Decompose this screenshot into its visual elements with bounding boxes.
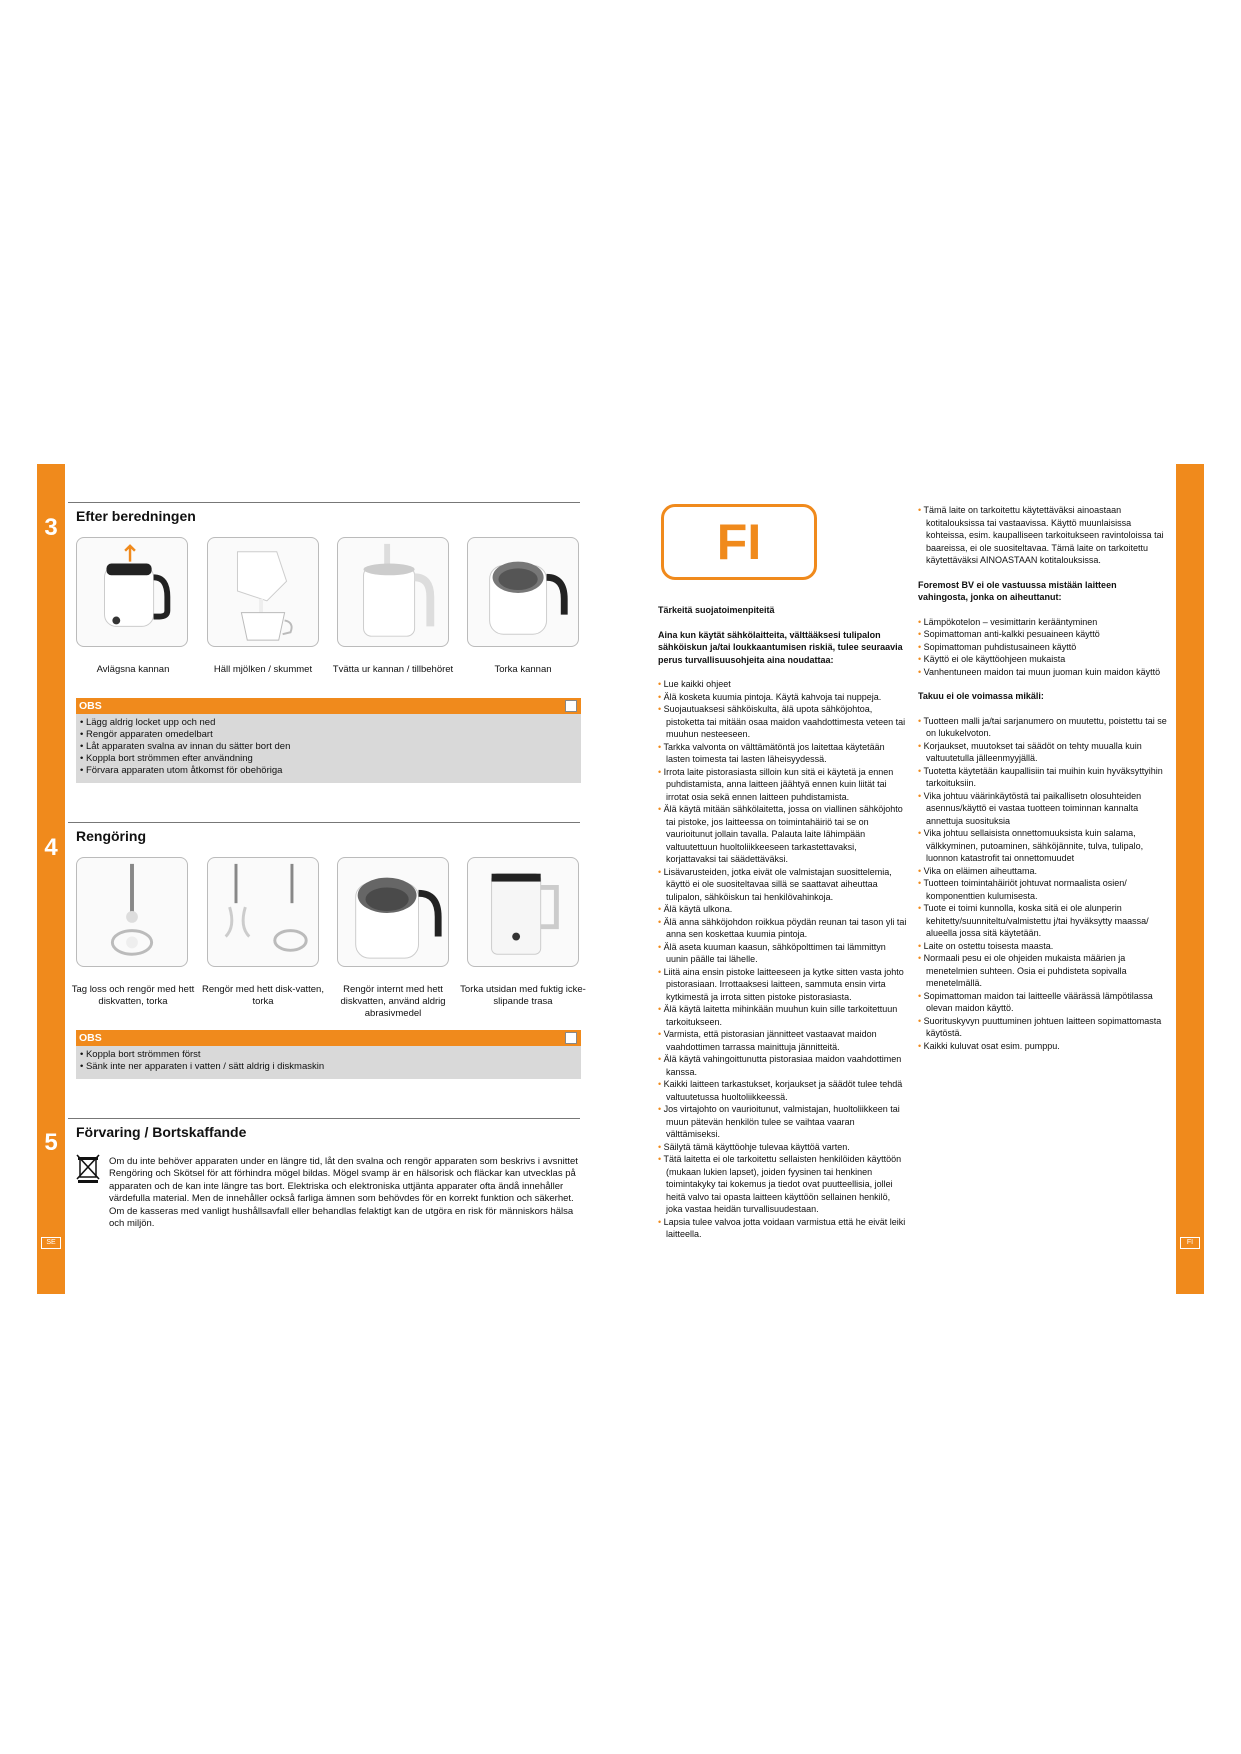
right-page-strip: [1176, 464, 1204, 1294]
obs-item: • Låt apparaten svalna av innan du sätter bort den: [80, 741, 577, 753]
safety-item: • Kaikki laitteen tarkastukset, korjaukset ja säädöt tulee tehdä valtuutetussa huoltoliikkeessä.: [658, 1078, 908, 1103]
safety-item: • Älä käytä laitetta mihinkään muuhun kuin sille tarkoitettuun tarkoitukseen.: [658, 1003, 908, 1028]
section-divider: [68, 822, 580, 823]
safety-item: • Älä käytä mitään sähkölaitetta, jossa on viallinen sähköjohto tai pistoke, jos laitteessa on toimintahäiriö tai se on vaurioitunut jollain tavalla. Palauta laite lähimpään valtuutettuun huoltoliikkeeseen tarkastettavaksi, korjattavaksi tai säädettäväksi.: [658, 803, 908, 866]
safety-item: • Suojautuaksesi sähköiskulta, älä upota sähköjohtoa, pistoketta tai mitään osaa maidon vaahdottimesta veteen tai muuhun nesteeseen.: [658, 703, 908, 741]
warranty-item: • Vika on eläimen aiheuttama.: [918, 865, 1168, 878]
obs-item: • Koppla bort strömmen först: [80, 1049, 577, 1061]
note-icon: [565, 700, 577, 712]
usage-note: • Tämä laite on tarkoitettu käytettäväksi ainoastaan kotitalouksissa tai vastaavissa. Käyttö muunlaisissa kohteissa, esim. kaupalliseen tarkoitukseen ravintoloissa tai baareissa, ei ole suositeltavaa. Tämä laite on tarkoitettu käytettäväksi AINOASTAAN kotitalouksissa.: [918, 504, 1168, 567]
jug-interior-icon: [338, 858, 448, 966]
liability-item: • Sopimattoman puhdistusaineen käyttö: [918, 641, 1168, 654]
warranty-item: • Tuote ei toimi kunnolla, koska sitä ei ole alunperin kehitetty/suunniteltu/valmistettu j/tai hyväksytty maassa/ alueella jossa sitä käytetään.: [918, 902, 1168, 940]
step-image-dry: [467, 537, 579, 647]
step-image-jug-outside: [467, 857, 579, 967]
safety-item: • Älä käytä ulkona.: [658, 903, 908, 916]
step-caption: Avlägsna kannan: [96, 664, 170, 675]
safety-column: [658, 604, 908, 1241]
weee-bin-icon: [76, 1153, 100, 1183]
warranty-item: • Suorituskyvyn puuttuminen johtuen laitteen sopimattomasta käytöstä.: [918, 1015, 1168, 1040]
safety-item: • Irrota laite pistorasiasta silloin kun sitä ei käytetä ja ennen puhdistamista, anna laitteen jäähtyä ennen kuin liität tai irrotat osia sekä ennen laitteen puhdistamista.: [658, 766, 908, 804]
obs-item: • Rengör apparaten omedelbart: [80, 729, 577, 741]
safety-item: • Älä kosketa kuumia pintoja. Käytä kahvoja tai nuppeja.: [658, 691, 908, 704]
obs-header: [76, 1030, 581, 1046]
note-icon: [565, 1032, 577, 1044]
safety-item: • Lapsia tulee valvoa jotta voidaan varmistua että he eivät leiki laitteella.: [658, 1216, 908, 1241]
warranty-item: • Kaikki kuluvat osat esim. pumppu.: [918, 1040, 1168, 1053]
rinse-jug-icon: [338, 538, 448, 646]
section-divider: [68, 1118, 580, 1119]
step-image-whisk-parts: [207, 857, 319, 967]
disposal-text: Om du inte behöver apparaten under en längre tid, låt den svalna och rengör apparaten som beskrivs i avsnittet Rengöring och Skötsel för att förhindra mögel bildas. Mögel svamp är en hälsorisk och fläckar kan utvecklas på apparaten och de kan inte längre tas bort. Elektriska och elektroniska uttjänta apparater ofta ändå innehåller värdefulla material. Men de innehåller också farliga ämnen som behövdes för en korrekt funktion och säkerhet. Om de kasseras med vanligt hushållsavfall eller behandlas felaktigt kan de utgöra en risk för människors hälsa och miljön.: [109, 1156, 578, 1230]
obs-header: [76, 698, 581, 714]
step-caption: Tvätta ur kannan / tillbehöret: [332, 664, 454, 675]
whisk-icon: [77, 858, 187, 966]
safety-heading: Tärkeitä suojatoimenpiteitä: [658, 605, 775, 615]
section-number-4: 4: [44, 834, 58, 861]
obs-item: • Lägg aldrig locket upp och ned: [80, 717, 577, 729]
dry-jug-icon: [468, 538, 578, 646]
liability-item: • Sopimattoman anti-kalkki pesuaineen käyttö: [918, 628, 1168, 641]
liability-item: • Käyttö ei ole käyttöohjeen mukaista: [918, 653, 1168, 666]
obs-box-section4: [76, 1030, 581, 1079]
obs-list: [76, 1046, 581, 1079]
warranty-item: • Laite on ostettu toisesta maasta.: [918, 940, 1168, 953]
lid-removal-icon: [77, 538, 187, 646]
step-caption: Rengör internt med hett diskvatten, använd aldrig abrasivmedel: [340, 984, 446, 1019]
warranty-item: • Sopimattoman maidon tai laitteelle väärässä lämpötilassa olevan maidon käyttö.: [918, 990, 1168, 1015]
warranty-item: • Normaali pesu ei ole ohjeiden mukaista määrien ja menetelmien suhteen. Osia ei puhdisteta sopivalla menetelmällä.: [918, 952, 1168, 990]
obs-box-section3: [76, 698, 581, 783]
safety-item: • Jos virtajohto on vaurioitunut, valmistajan, huoltoliikkeen tai muun pätevän henkilön tulee se vaihtaa vaaran välttämiseksi.: [658, 1103, 908, 1141]
step-image-pour: [207, 537, 319, 647]
safety-intro: Aina kun käytät sähkölaitteita, välttääksesi tulipalon sähköiskun ja/tai loukkaantumisen riskiä, tulee seuraavia perus turvallisuusohjeita aina noudattaa:: [658, 629, 903, 665]
obs-label: OBS: [79, 1032, 102, 1044]
warranty-item: • Tuotetta käytetään kaupallisiin tai muihin kuin hyväksyttyihin tarkoituksiin.: [918, 765, 1168, 790]
safety-item: • Älä käytä vahingoittunutta pistorasiaa maidon vaahdottimen kanssa.: [658, 1053, 908, 1078]
step-caption: Tag loss och rengör med hett diskvatten, torka: [71, 984, 195, 1007]
section3-title: Efter beredningen: [76, 508, 196, 524]
warranty-item: • Tuotteen malli ja/tai sarjanumero on muutettu, poistettu tai se on lukukelvoton.: [918, 715, 1168, 740]
safety-item: • Lue kaikki ohjeet: [658, 678, 908, 691]
step-image-remove-jug: [76, 537, 188, 647]
section4-title: Rengöring: [76, 828, 146, 844]
jug-exterior-icon: [468, 858, 578, 966]
step-image-jug-inside: [337, 857, 449, 967]
language-code-box: FI: [661, 504, 817, 580]
page-label-right: FI: [1180, 1237, 1200, 1249]
warranty-item: • Tuotteen toimintahäiriöt johtuvat normaalista osien/ komponenttien kulumisesta.: [918, 877, 1168, 902]
section-number-3: 3: [44, 514, 58, 541]
warranty-item: • Vika johtuu väärinkäytöstä tai paikallisetn olosuhteiden asennus/käyttö ei vastaa tuotteen toiminnan kannalta annettuja suosituksia: [918, 790, 1168, 828]
obs-label: OBS: [79, 700, 102, 712]
step-caption: Torka utsidan med fuktig icke-slipande trasa: [460, 984, 586, 1007]
warranty-heading: Takuu ei ole voimassa mikäli:: [918, 691, 1044, 701]
warranty-column: [918, 504, 1168, 1052]
step-caption: Rengör med hett disk-vatten, torka: [202, 984, 324, 1007]
step-caption: Torka kannan: [494, 664, 552, 675]
obs-item: • Förvara apparaten utom åtkomst för obehöriga: [80, 765, 577, 777]
safety-item: • Lisävarusteiden, jotka eivät ole valmistajan suosittelemia, käyttö ei ole suositeltavaa sillä se saattavat aiheuttaa tulipalon, sähköiskun tai henkilövahinkoja.: [658, 866, 908, 904]
warranty-item: • Korjaukset, muutokset tai säädöt on tehty muualla kuin valtuutetulla jälleenmyyjällä.: [918, 740, 1168, 765]
pour-foam-icon: [208, 538, 318, 646]
section-divider: [68, 502, 580, 503]
safety-item: • Älä aseta kuuman kaasun, sähköpolttimen tai lämmittyn uunin päälle tai lähelle.: [658, 941, 908, 966]
section-number-5: 5: [44, 1129, 58, 1156]
safety-item: • Tätä laitetta ei ole tarkoitettu sellaisten henkilöiden käyttöön (mukaan lukien lapset), joiden fyysinen tai henkinen toimintakyky tai kokemus ja tiedot ovat puutteellisia, jollei heitä valvo tai opasta laitteen käyttöön sellainen henkilö, joka vastaa heidän turvallisuudestaan.: [658, 1153, 908, 1216]
section5-title: Förvaring / Bortskaffande: [76, 1124, 247, 1140]
safety-item: • Liitä aina ensin pistoke laitteeseen ja kytke sitten vasta johto pistorasiaan. Irrottaaksesi laitteen, sammuta ensin virta kytkimestä ja irrota sitten pistoke pistorasiasta.: [658, 966, 908, 1004]
liability-heading: Foremost BV ei ole vastuussa mistään laitteen vahingosta, jonka on aiheuttanut:: [918, 579, 1117, 602]
obs-item: • Sänk inte ner apparaten i vatten / sätt aldrig i diskmaskin: [80, 1061, 577, 1073]
step-image-whisk: [76, 857, 188, 967]
safety-item: • Varmista, että pistorasian jännitteet vastaavat maidon vaahdottimen tarrassa mainittuja jännitteitä.: [658, 1028, 908, 1053]
safety-item: • Säilytä tämä käyttöohje tulevaa käyttöä varten.: [658, 1141, 908, 1154]
liability-item: • Lämpökotelon – vesimittarin kerääntyminen: [918, 616, 1168, 629]
step-image-rinse: [337, 537, 449, 647]
obs-list: [76, 714, 581, 783]
warranty-item: • Vika johtuu sellaisista onnettomuuksista kuin salama, välkkyminen, putoaminen, sähköjännite, tulva, tulipalo, luonnon katastrofit tai onnettomuudet: [918, 827, 1168, 865]
obs-item: • Koppla bort strömmen efter användning: [80, 753, 577, 765]
safety-item: • Tarkka valvonta on välttämätöntä jos laitettaa käytetään lasten toimesta tai lasten läheisyydessä.: [658, 741, 908, 766]
safety-item: • Älä anna sähköjohdon roikkua pöydän reunan tai tason yli tai anna sen koskettaa kuumia pintoja.: [658, 916, 908, 941]
whisk-parts-icon: [208, 858, 318, 966]
step-caption: Häll mjölken / skummet: [213, 664, 313, 675]
page-label-left: SE: [41, 1237, 61, 1249]
left-page-strip: [37, 464, 65, 1294]
liability-item: • Vanhentuneen maidon tai muun juoman kuin maidon käyttö: [918, 666, 1168, 679]
